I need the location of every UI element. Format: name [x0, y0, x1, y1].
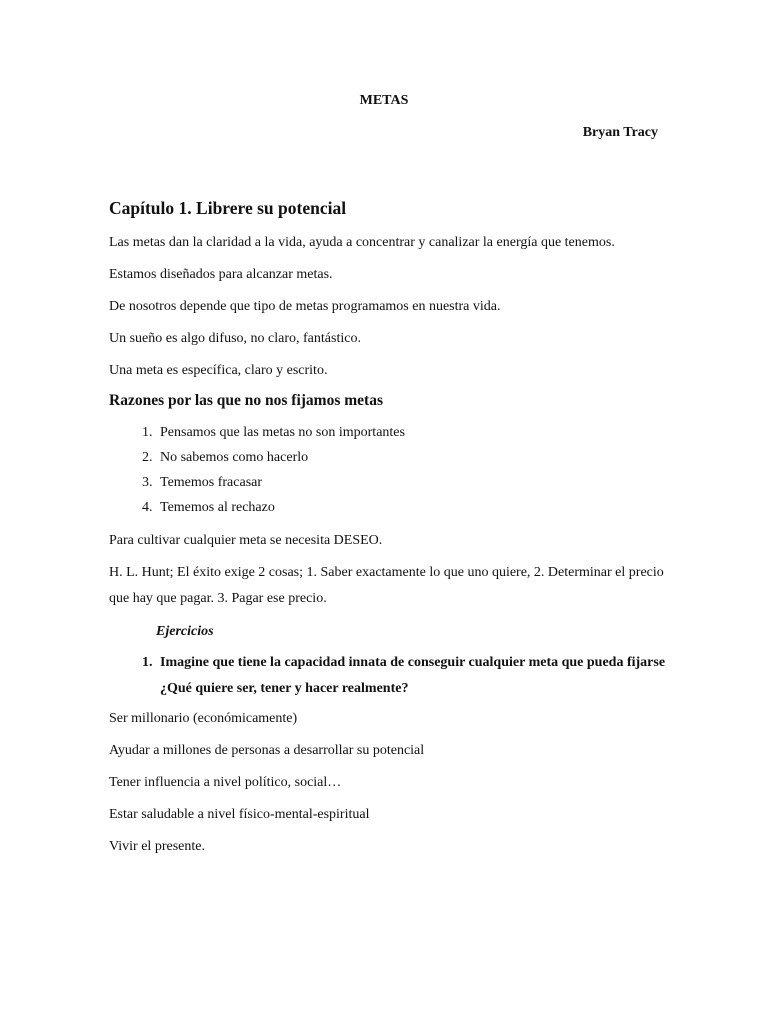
- paragraph: H. L. Hunt; El éxito exige 2 cosas; 1. Saber exactamente lo que uno quiere, 2. Determinar el precio que hay que pagar. 3. Pagar ese precio.: [109, 565, 664, 606]
- document-body: [109, 196, 669, 866]
- paragraph: Una meta es específica, claro y escrito.: [109, 363, 328, 378]
- paragraph: Las metas dan la claridad a la vida, ayuda a concentrar y canalizar la energía que tenemos.: [109, 235, 615, 250]
- reasons-heading: Razones por las que no nos fijamos metas: [109, 392, 383, 409]
- paragraph: Un sueño es algo difuso, no claro, fantástico.: [109, 331, 361, 346]
- paragraph: Para cultivar cualquier meta se necesita DESEO.: [109, 533, 383, 548]
- answer-paragraph: Ser millonario (económicamente): [109, 711, 298, 726]
- answer-paragraph: Vivir el presente.: [109, 839, 205, 854]
- list-item: 1. Imagine que tiene la capacidad innata de conseguir cualquier meta que pueda fijarse ¿Qué quiere ser, tener y hacer realmente?: [156, 650, 669, 702]
- list-item: 1. Pensamos que las metas no son importantes: [156, 420, 669, 445]
- answer-paragraph: Tener influencia a nivel político, social…: [109, 775, 342, 790]
- reasons-list: [109, 420, 669, 520]
- chapter-heading: Capítulo 1. Librere su potencial: [109, 198, 347, 218]
- document-author: Bryan Tracy: [582, 125, 658, 140]
- list-item: 2. No sabemos como hacerlo: [156, 445, 669, 470]
- exercises-list: [109, 650, 669, 702]
- paragraph: De nosotros depende que tipo de metas programamos en nuestra vida.: [109, 299, 501, 314]
- answer-paragraph: Ayudar a millones de personas a desarrollar su potencial: [109, 743, 425, 758]
- list-item: 4. Tememos al rechazo: [156, 495, 669, 520]
- document-title: METAS: [359, 93, 409, 108]
- exercises-heading: Ejercicios: [156, 624, 214, 639]
- paragraph: Estamos diseñados para alcanzar metas.: [109, 267, 333, 282]
- answer-paragraph: Estar saludable a nivel físico-mental-espiritual: [109, 807, 370, 822]
- list-item: 3. Tememos fracasar: [156, 470, 669, 495]
